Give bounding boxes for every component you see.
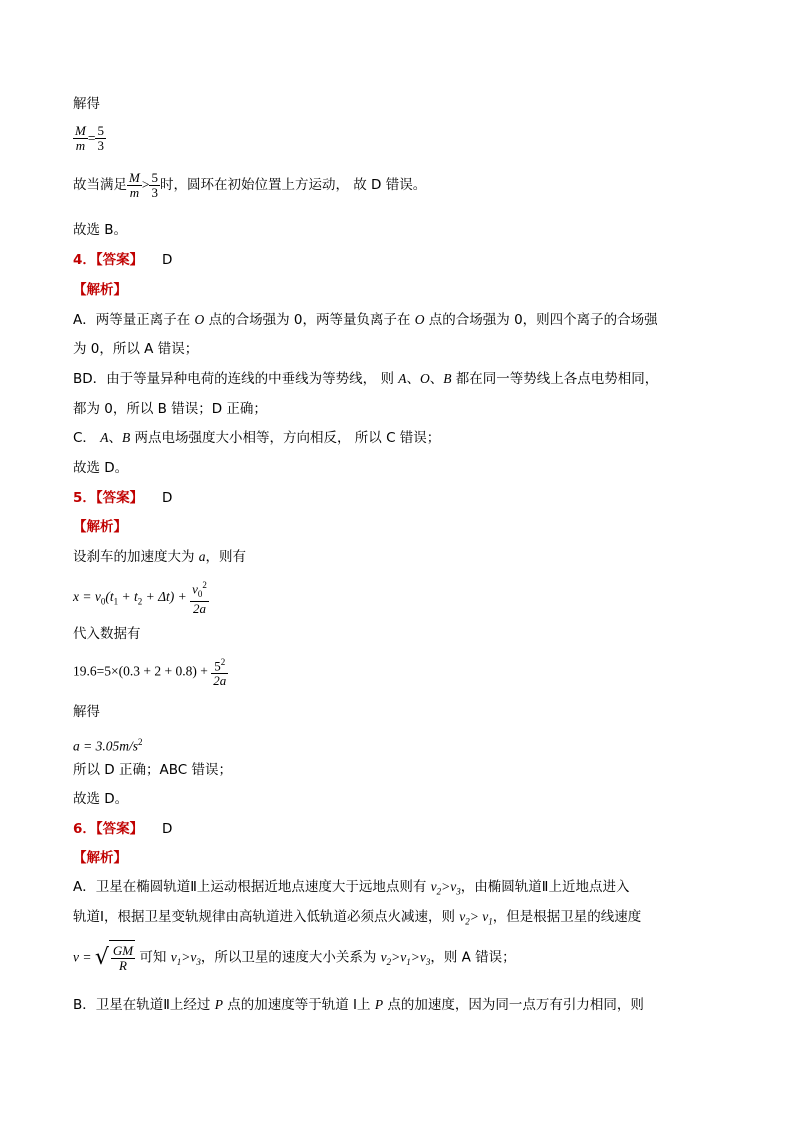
text-line: 故选 D。 bbox=[73, 460, 129, 476]
text-line: 代入数据有 bbox=[73, 626, 141, 642]
equation-substitution: 19.6=5×(0.3 + 2 + 0.8) + $\frac{5^2}{2a}$ bbox=[73, 657, 227, 689]
text-line: A．卫星在椭圆轨道Ⅱ上运动根据近地点速度大于远地点则有 $v_2>v_3$，由椭圆轨道Ⅱ上近地点进入 bbox=[73, 879, 630, 897]
sqrt-symbol: √ $\frac{GM}{R}$ bbox=[95, 940, 135, 975]
text-line-velocity: v = √ $\frac{GM}{R}$ 可知 $v_1>v_3$，所以卫星的速度大小关系为 $v_2>v_1>v_3$，则 A 错误； bbox=[73, 940, 516, 979]
equation-mass-ratio: $\frac{M}{m}$ = $\frac{5}{3}$ bbox=[75, 123, 104, 153]
question-6-analysis-heading: 【解析】 bbox=[73, 850, 127, 866]
text-line: 轨道Ⅰ，根据卫星变轨规律由高轨道进入低轨道必须点火减速，则 $v_2> v_1$，但是根据卫星的线速度 bbox=[73, 909, 642, 927]
text-line: 都为 0，所以 B 错误；D 正确； bbox=[73, 401, 267, 417]
text-line: 解得 bbox=[73, 96, 100, 112]
question-5-answer: 5．【答案】 D bbox=[73, 490, 173, 506]
text-line: B．卫星在轨道Ⅱ上经过 P 点的加速度等于轨道 Ⅰ上 P 点的加速度，因为同一点万有引力相同，则 bbox=[73, 997, 644, 1013]
question-6-answer: 6．【答案】 D bbox=[73, 821, 173, 837]
text-line: 故选 B。 bbox=[73, 222, 128, 238]
text-line: 所以 D 正确；ABC 错误； bbox=[73, 762, 232, 778]
text-line: C． A、B 两点电场强度大小相等，方向相反， 所以 C 错误； bbox=[73, 430, 441, 446]
question-4-analysis-heading: 【解析】 bbox=[73, 282, 127, 298]
text-line: BD．由于等量异种电荷的连线的中垂线为等势线， 则 A、O、B 都在同一等势线上各点电势相同， bbox=[73, 371, 659, 387]
text-line: 为 0，所以 A 错误； bbox=[73, 341, 199, 357]
question-4-answer: 4．【答案】 D bbox=[73, 252, 173, 268]
equation-acceleration: $a = 3.05m/s^2$ bbox=[73, 737, 143, 754]
question-5-analysis-heading: 【解析】 bbox=[73, 519, 127, 535]
text-line: 故选 D。 bbox=[73, 791, 129, 807]
text-line-condition: 故当满足 $\frac{M}{m}$ > $\frac{5}{3}$ 时，圆环在初始位置上方运动， 故 D 错误。 bbox=[73, 169, 427, 200]
text-line: A．两等量正离子在 O 点的合场强为 0，两等量负离子在 O 点的合场强为 0，则四个离子的合场强 bbox=[73, 312, 658, 328]
fraction: $\frac{M}{m}$ bbox=[75, 123, 86, 153]
text-line: 设刹车的加速度大为 a，则有 bbox=[73, 549, 247, 565]
equation-displacement: $x = v_0(t_1 + t_2 + \Delta t)$ + $\frac{v_0^2}{2a}$ bbox=[73, 580, 207, 616]
fraction: $\frac{5}{3}$ bbox=[97, 123, 104, 153]
text-line: 解得 bbox=[73, 704, 100, 720]
